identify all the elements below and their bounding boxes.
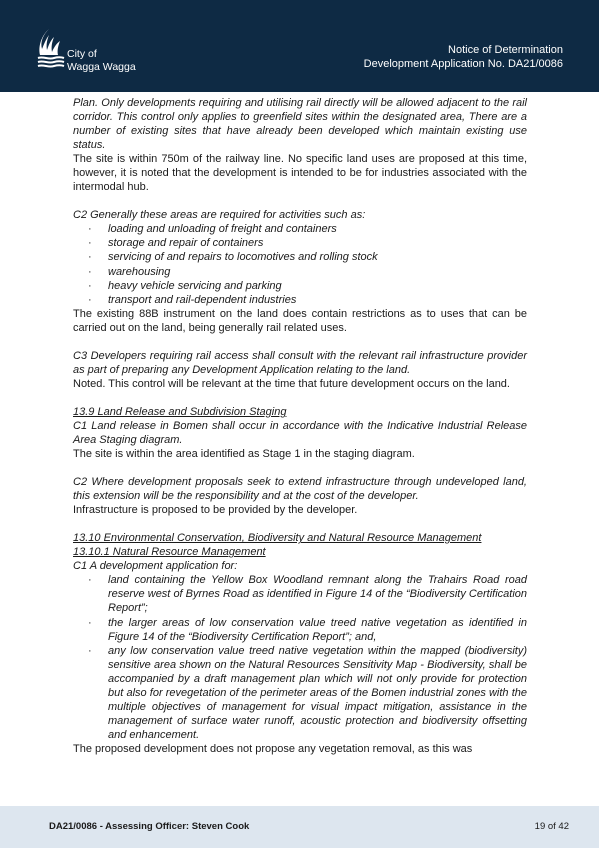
list-item: · loading and unloading of freight and containers <box>73 222 527 236</box>
logo-line-1: City of <box>67 48 97 60</box>
list-item: · any low conservation value treed native vegetation within the mapped (biodiversity) sensitive area shown on the Natural Resources Sensitivity Map - Biodiversity, shall be accompanied by a draft management plan which will not only provide for protection but also for revegetation of the perimeter areas of the Bomen industrial zones with the multiple objectives of management for visual impact mitigation, assistance in the management of surface water runoff, acoustic protection and biodiversity offsetting and enhancement. <box>73 644 527 742</box>
control-c2-infrastructure: C2 Where development proposals seek to extend infrastructure through undeveloped land, this extension will be the responsibility and at the cost of the developer. <box>73 476 527 503</box>
response-c2-infrastructure: Infrastructure is proposed to be provided by the developer. <box>73 504 358 517</box>
page-header <box>0 0 599 92</box>
control-c1-land-release: C1 Land release in Bomen shall occur in accordance with the Indicative Industrial Release Area Staging diagram. <box>73 419 527 446</box>
list-item: · warehousing <box>73 265 527 279</box>
heading-13-10: 13.10 Environmental Conservation, Biodiversity and Natural Resource Management <box>73 532 482 545</box>
document-title: Notice of Determination <box>448 44 563 56</box>
list-item: · heavy vehicle servicing and parking <box>73 279 527 293</box>
list-item: · transport and rail-dependent industries <box>73 293 527 307</box>
control-c3-rail-access: C3 Developers requiring rail access shall consult with the relevant rail infrastructure provider as part of preparing any Development Application relating to the land. <box>73 349 527 376</box>
vegetation-list <box>73 573 527 742</box>
city-logo-icon <box>36 27 66 69</box>
heading-13-9: 13.9 Land Release and Subdivision Staging <box>73 405 287 418</box>
logo-line-2: Wagga Wagga <box>67 60 136 73</box>
response-c1-land-release: The site is within the area identified as Stage 1 in the staging diagram. <box>73 448 415 461</box>
page-number: 19 of 42 <box>534 821 569 832</box>
response-c3-rail-access: Noted. This control will be relevant at the time that future development occurs on the land. <box>73 377 510 390</box>
activities-list <box>73 222 527 306</box>
list-item: · land containing the Yellow Box Woodland remnant along the Trahairs Road road reserve west of Byrnes Road as identified in Figure 14 of the “Biodiversity Certification Report”; <box>73 573 527 615</box>
list-item: · storage and repair of containers <box>73 236 527 250</box>
list-item: · servicing of and repairs to locomotives and rolling stock <box>73 250 527 264</box>
page-footer <box>0 806 599 848</box>
application-number: Development Application No. DA21/0086 <box>363 58 563 70</box>
response-c2-activities: The existing 88B instrument on the land does contain restrictions as to uses that can be carried out on the land, being generally rail related uses. <box>73 307 527 334</box>
heading-13-10-1: 13.10.1 Natural Resource Management <box>73 546 266 559</box>
assessing-officer: DA21/0086 - Assessing Officer: Steven Cook <box>49 821 250 832</box>
document-meta <box>364 43 563 71</box>
page-body <box>73 96 527 756</box>
control-c2-activities: C2 Generally these areas are required for activities such as: <box>73 209 366 222</box>
city-logo-text <box>67 48 136 73</box>
paragraph-rail-plan: Plan. Only developments requiring and utilising rail directly will be allowed adjacent to the rail corridor. This control only applies to greenfield sites within the designated area, There are a number of existing sites that have already been developed which maintain existing use status. <box>73 97 527 152</box>
control-c1-development-application: C1 A development application for: <box>73 560 238 573</box>
response-vegetation: The proposed development does not propose any vegetation removal, as this was <box>73 742 473 755</box>
paragraph-site-railway: The site is within 750m of the railway line. No specific land uses are proposed at this time, however, it is noted that the development is intended to be for industries associated with the intermodal hub. <box>73 153 527 194</box>
list-item: · the larger areas of low conservation value treed native vegetation as identified in Figure 14 of the “Biodiversity Certification Report”; and, <box>73 616 527 644</box>
